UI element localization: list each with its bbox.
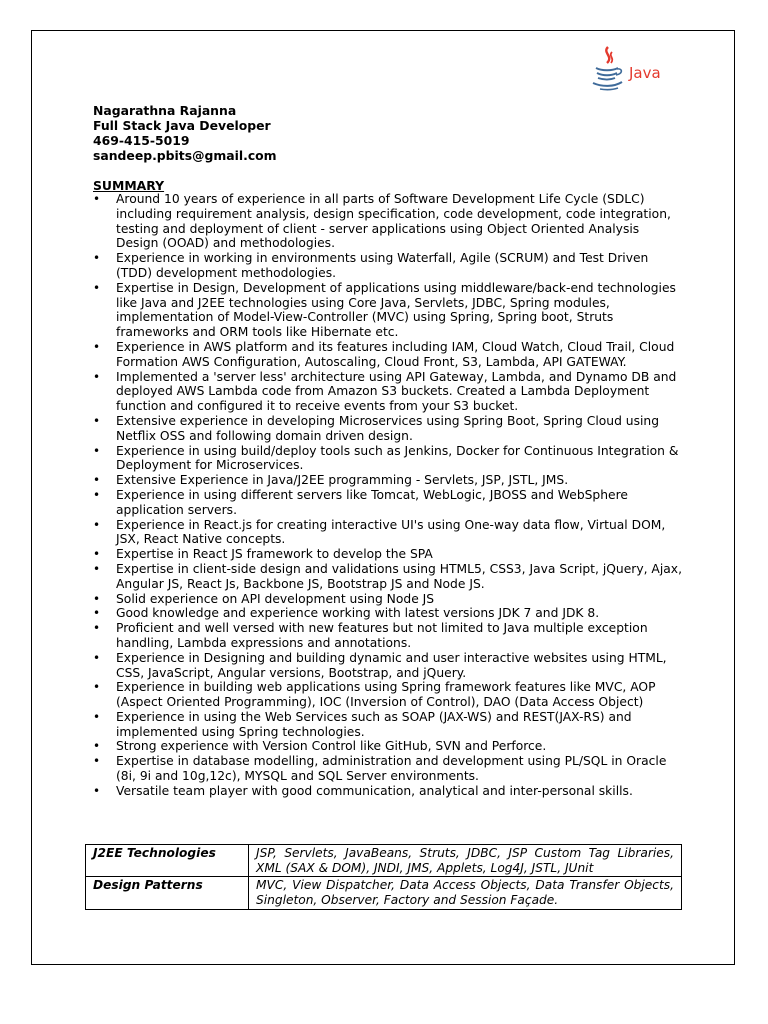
summary-item: • Experience in using build/deploy tools such as Jenkins, Docker for Continuous Integration & Deployment for Microservices. — [93, 444, 683, 474]
candidate-name: Nagarathna Rajanna — [93, 103, 237, 118]
summary-item: • Expertise in client-side design and validations using HTML5, CSS3, Java Script, jQuery, Ajax, Angular JS, React Js, Backbone JS, Bootstrap JS and Node JS. — [93, 562, 683, 592]
summary-item: • Experience in AWS platform and its features including IAM, Cloud Watch, Cloud Trail, Cloud Formation AWS Configuration, Autoscaling, Cloud Front, S3, Lambda, API GATEWAY. — [93, 340, 683, 370]
skill-category: J2EE Technologies — [86, 845, 249, 877]
summary-item: • Extensive experience in developing Microservices using Spring Boot, Spring Cloud using Netflix OSS and following domain driven design. — [93, 414, 683, 444]
summary-item: • Experience in using the Web Services such as SOAP (JAX-WS) and REST(JAX-RS) and implemented using Spring technologies. — [93, 710, 683, 740]
summary-item: • Experience in Designing and building dynamic and user interactive websites using HTML, CSS, JavaScript, Angular versions, Bootstrap, and jQuery. — [93, 651, 683, 681]
summary-item: • Experience in using different servers like Tomcat, WebLogic, JBOSS and WebSphere application servers. — [93, 488, 683, 518]
summary-item: • Expertise in Design, Development of applications using middleware/back-end technologies like Java and J2EE technologies using Core Java, Servlets, JDBC, Spring modules, implementation of Model-View-Controller (MVC) using Spring, Spring boot, Struts frameworks and ORM tools like Hibernate etc. — [93, 281, 683, 340]
candidate-phone: 469-415-5019 — [93, 133, 190, 148]
summary-item: • Solid experience on API development using Node JS — [93, 592, 683, 607]
summary-item: • Extensive Experience in Java/J2EE programming - Servlets, JSP, JSTL, JMS. — [93, 473, 683, 488]
table-row — [86, 877, 682, 909]
summary-item: • Implemented a 'server less' architecture using API Gateway, Lambda, and Dynamo DB and deployed AWS Lambda code from Amazon S3 buckets. Created a Lambda Deployment function and configured it to receive events from your S3 bucket. — [93, 370, 683, 414]
java-coffee-cup-icon — [588, 43, 628, 95]
skill-values: JSP, Servlets, JavaBeans, Struts, JDBC, JSP Custom Tag Libraries, XML (SAX & DOM), JNDI, JMS, Applets, Log4J, JSTL, JUnit — [249, 845, 682, 877]
summary-item: • Experience in building web applications using Spring framework features like MVC, AOP (Aspect Oriented Programming), IOC (Inversion of Control), DAO (Data Access Object) — [93, 680, 683, 710]
skill-values: MVC, View Dispatcher, Data Access Objects, Data Transfer Objects, Singleton, Observer, Factory and Session Façade. — [249, 877, 682, 909]
skill-category: Design Patterns — [86, 877, 249, 909]
java-logo-text: Java — [629, 64, 661, 82]
summary-heading: SUMMARY — [93, 178, 165, 193]
java-logo — [588, 43, 678, 95]
summary-item: • Experience in working in environments using Waterfall, Agile (SCRUM) and Test Driven (TDD) development methodologies. — [93, 251, 683, 281]
candidate-email: sandeep.pbits@gmail.com — [93, 148, 277, 163]
summary-item: • Good knowledge and experience working with latest versions JDK 7 and JDK 8. — [93, 606, 683, 621]
summary-item: • Around 10 years of experience in all parts of Software Development Life Cycle (SDLC) including requirement analysis, design specification, code development, code integration, testing and deployment of client - server applications using Object Oriented Analysis Design (OOAD) and methodologies. — [93, 192, 683, 251]
summary-item: • Expertise in database modelling, administration and development using PL/SQL in Oracle (8i, 9i and 10g,12c), MYSQL and SQL Server environments. — [93, 754, 683, 784]
summary-item: • Proficient and well versed with new features but not limited to Java multiple exception handling, Lambda expressions and annotations. — [93, 621, 683, 651]
contact-block — [93, 103, 277, 163]
table-row — [86, 845, 682, 877]
skills-table — [85, 844, 682, 910]
candidate-title: Full Stack Java Developer — [93, 118, 271, 133]
summary-item: • Strong experience with Version Control like GitHub, SVN and Perforce. — [93, 739, 683, 754]
summary-item: • Experience in React.js for creating interactive UI's using One-way data flow, Virtual DOM, JSX, React Native concepts. — [93, 518, 683, 548]
summary-item: • Expertise in React JS framework to develop the SPA — [93, 547, 683, 562]
summary-list — [93, 192, 683, 799]
summary-item: • Versatile team player with good communication, analytical and inter-personal skills. — [93, 784, 683, 799]
